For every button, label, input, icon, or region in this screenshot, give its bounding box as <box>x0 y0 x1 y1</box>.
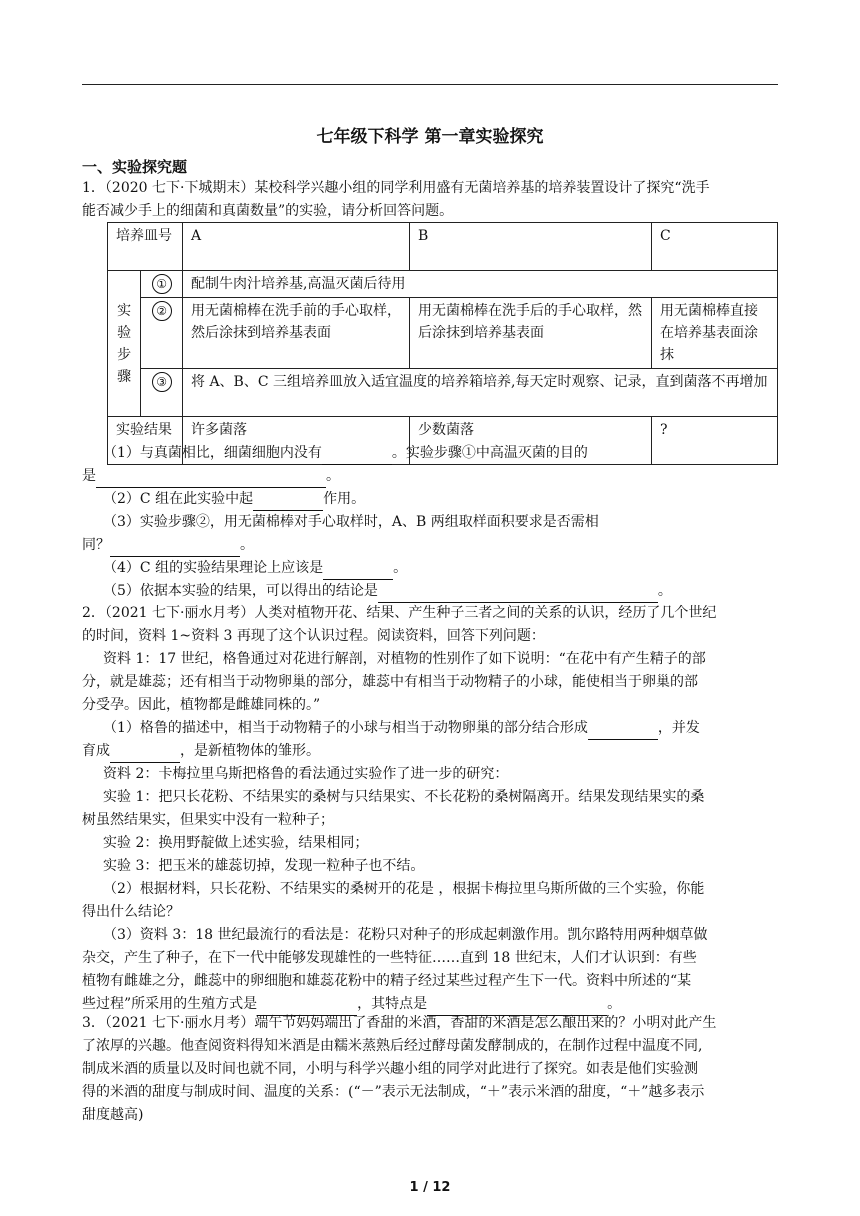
q3-line2: 了浓厚的兴趣。他查阅资料得知米酒是由糯米蒸熟后经过酵母菌发酵制成的，在制作过程中温度不同, <box>82 1038 703 1054</box>
q1-sub2-text: （2）C 组在此实验中起 <box>103 491 254 507</box>
q3-line5: 甜度越高) <box>82 1107 144 1123</box>
q2-sub3-line2: 杂交，产生了种子，在下一代中能够发现雄性的一些特征……直到 18 世纪末，人们才认识到：有些 <box>82 950 697 966</box>
step2-marker <box>141 298 183 369</box>
q3-line1: 3．（2021 七下·丽水月考）端午节妈妈端出了香甜的米酒，香甜的米酒是怎么酿出来的？小明对此产生 <box>82 1015 717 1031</box>
table-header-b: B <box>410 223 652 271</box>
answer-blank[interactable] <box>588 723 658 740</box>
q2-sub3-text2: ，其特点是 <box>357 996 428 1012</box>
q1-subquestions <box>82 442 778 603</box>
q1-stem-line2: 能否减少手上的细菌和真菌数量”的实验，请分析回答问题。 <box>82 203 454 219</box>
q2-sub1-text2: ，并发 <box>657 720 700 736</box>
step3-number: ③ <box>152 372 172 392</box>
step1-number: ① <box>152 274 172 294</box>
q1-sub4 <box>82 557 778 580</box>
q1-sub3-cont <box>82 534 778 557</box>
table-steps-label: 实验步骤 <box>108 271 141 417</box>
q2-exp3: 实验 3：把玉米的雄蕊切掉，发现一粒种子也不结。 <box>103 858 425 874</box>
step1-marker <box>141 271 183 298</box>
table-result-label: 实验结果 <box>108 417 183 465</box>
page-title: 七年级下科学 第一章实验探究 <box>316 127 544 147</box>
q2-material1-line3: 分受孕。因此，植物都是雌雄同株的。” <box>82 697 321 713</box>
q3-line3: 制成米酒的质量以及时间也就不同，小明与科学兴趣小组的同学对此进行了探究。如表是他们实验测 <box>82 1061 698 1077</box>
q1-sub1-text3: 是 <box>82 468 96 484</box>
q1-stem-line1: 1．（2020 七下·下城期末）某校科学兴趣小组的同学利用盛有无菌培养基的培养装置设计了探究“洗手 <box>82 180 710 196</box>
q2-sub1-text: （1）格鲁的描述中，相当于动物精子的小球与相当于动物卵巢的部分结合形成 <box>103 720 588 736</box>
q1-sub4-text: （4）C 组的实验结果理论上应该是 <box>103 560 324 576</box>
q2-sub3-line3: 植物有雌雄之分，雌蕊中的卵细胞和雄蕊花粉中的精子经过某些过程产生下一代。资料中所述的“某 <box>82 973 692 989</box>
step2-number: ② <box>152 301 172 321</box>
q2-sub3-line1: （3）资料 3：18 世纪最流行的看法是：花粉只对种子的形成起刺激作用。凯尔路特用两种烟草做 <box>103 927 708 943</box>
answer-blank[interactable] <box>110 540 240 557</box>
step2-a-cell: 用无菌棉棒在洗手前的手心取样，然后涂抹到培养基表面 <box>183 298 410 369</box>
q1-stem <box>82 177 778 223</box>
q2-exp1-line1: 实验 1：把只长花粉、不结果实的桑树与只结果实、不长花粉的桑树隔离开。结果发现结果实的桑 <box>103 789 705 805</box>
q2-exp1-line2: 树虽然结果实，但果实中没有一粒种子； <box>82 812 334 828</box>
result-c-cell: ? <box>652 417 778 465</box>
q1-experiment-table <box>107 222 778 465</box>
q1-sub3: （3）实验步骤②，用无菌棉棒对手心取样时，A、B 两组取样面积要求是否需相 <box>103 514 599 530</box>
answer-blank[interactable] <box>96 471 326 488</box>
q2-sub1-text3: 育成 <box>82 743 110 759</box>
q2-sub3-text: 些过程”所采用的生殖方式是 <box>82 996 258 1012</box>
q2-sub1-cont <box>82 740 778 763</box>
q1-sub3-text: 同？ <box>82 537 110 553</box>
answer-blank[interactable] <box>322 448 392 465</box>
q2-block <box>82 602 778 1016</box>
q1-sub1 <box>82 442 778 465</box>
table-header-a: A <box>183 223 410 271</box>
step3-marker <box>141 369 183 417</box>
q3-block <box>82 1012 778 1127</box>
q2-stem-line1: 2．（2021 七下·丽水月考）人类对植物开花、结果、产生种子三者之间的关系的认识，经历了几个世纪 <box>82 605 717 621</box>
answer-blank[interactable] <box>323 563 393 580</box>
q1-sub2 <box>82 488 778 511</box>
answer-blank[interactable] <box>378 586 658 603</box>
q2-sub1-text4: ，是新植物体的雏形。 <box>180 743 320 759</box>
q2-sub1 <box>82 717 778 740</box>
period: 。 <box>607 996 622 1012</box>
result-a-cell: 许多菌落 <box>183 417 410 465</box>
step3-cell: 将 A、B、C 三组培养皿放入适宜温度的培养箱培养,每天定时观察、记录，直到菌落不再增加 <box>183 369 778 417</box>
q2-material2: 资料 2：卡梅拉里乌斯把格鲁的看法通过实验作了进一步的研究： <box>103 766 509 782</box>
q1-sub5-text: （5）依据本实验的结果，可以得出的结论是 <box>103 583 378 599</box>
page-number: 1 / 12 <box>409 1180 451 1195</box>
q2-exp2: 实验 2：换用野靛做上述实验，结果相同； <box>103 835 369 851</box>
result-b-cell: 少数菌落 <box>410 417 652 465</box>
period: 。 <box>393 560 408 576</box>
period: 。 <box>657 583 672 599</box>
period: 。 <box>240 537 254 553</box>
answer-blank[interactable] <box>253 494 323 511</box>
q3-line4: 得的米酒的甜度与制成时间、温度的关系：(“－”表示无法制成，“＋”表示米酒的甜度，“＋”越多表示 <box>82 1084 705 1100</box>
q1-sub1-text2: 。实验步骤①中高温灭菌的目的 <box>391 445 588 461</box>
q2-sub2-line1: （2）根据材料，只长花粉、不结果实的桑树开的花是 ，根据卡梅拉里乌斯所做的三个实验，你能 <box>103 881 705 897</box>
q2-stem-line2: 的时间，资料 1~资料 3 再现了这个认识过程。阅读资料，回答下列问题： <box>82 628 545 644</box>
step1-cell: 配制牛肉汁培养基,高温灭菌后待用 <box>183 271 778 298</box>
header-rule <box>82 84 778 85</box>
step2-c-cell: 用无菌棉棒直接在培养基表面涂抹 <box>652 298 778 369</box>
period: 。 <box>326 468 340 484</box>
table-header-dish: 培养皿号 <box>108 223 183 271</box>
section-heading: 一、实验探究题 <box>82 158 188 176</box>
step2-b-cell: 用无菌棉棒在洗手后的手心取样，然后涂抹到培养基表面 <box>410 298 652 369</box>
q2-material1-line2: 分，就是雄蕊；还有相当于动物卵巢的部分，雄蕊中有相当于动物精子的小球，能使相当于卵巢的部 <box>82 674 698 690</box>
q1-sub5 <box>82 580 778 603</box>
answer-blank[interactable] <box>110 746 180 763</box>
q1-sub1-text: （1）与真菌相比，细菌细胞内没有 <box>103 445 322 461</box>
q2-sub2-line2: 得出什么结论？ <box>82 904 180 920</box>
q1-sub2-text2: 作用。 <box>323 491 366 507</box>
q2-material1-line1: 资料 1：17 世纪，格鲁通过对花进行解剖，对植物的性别作了如下说明：“在花中有产生精子的部 <box>103 651 706 667</box>
table-header-c: C <box>652 223 778 271</box>
q1-sub1-cont <box>82 465 778 488</box>
